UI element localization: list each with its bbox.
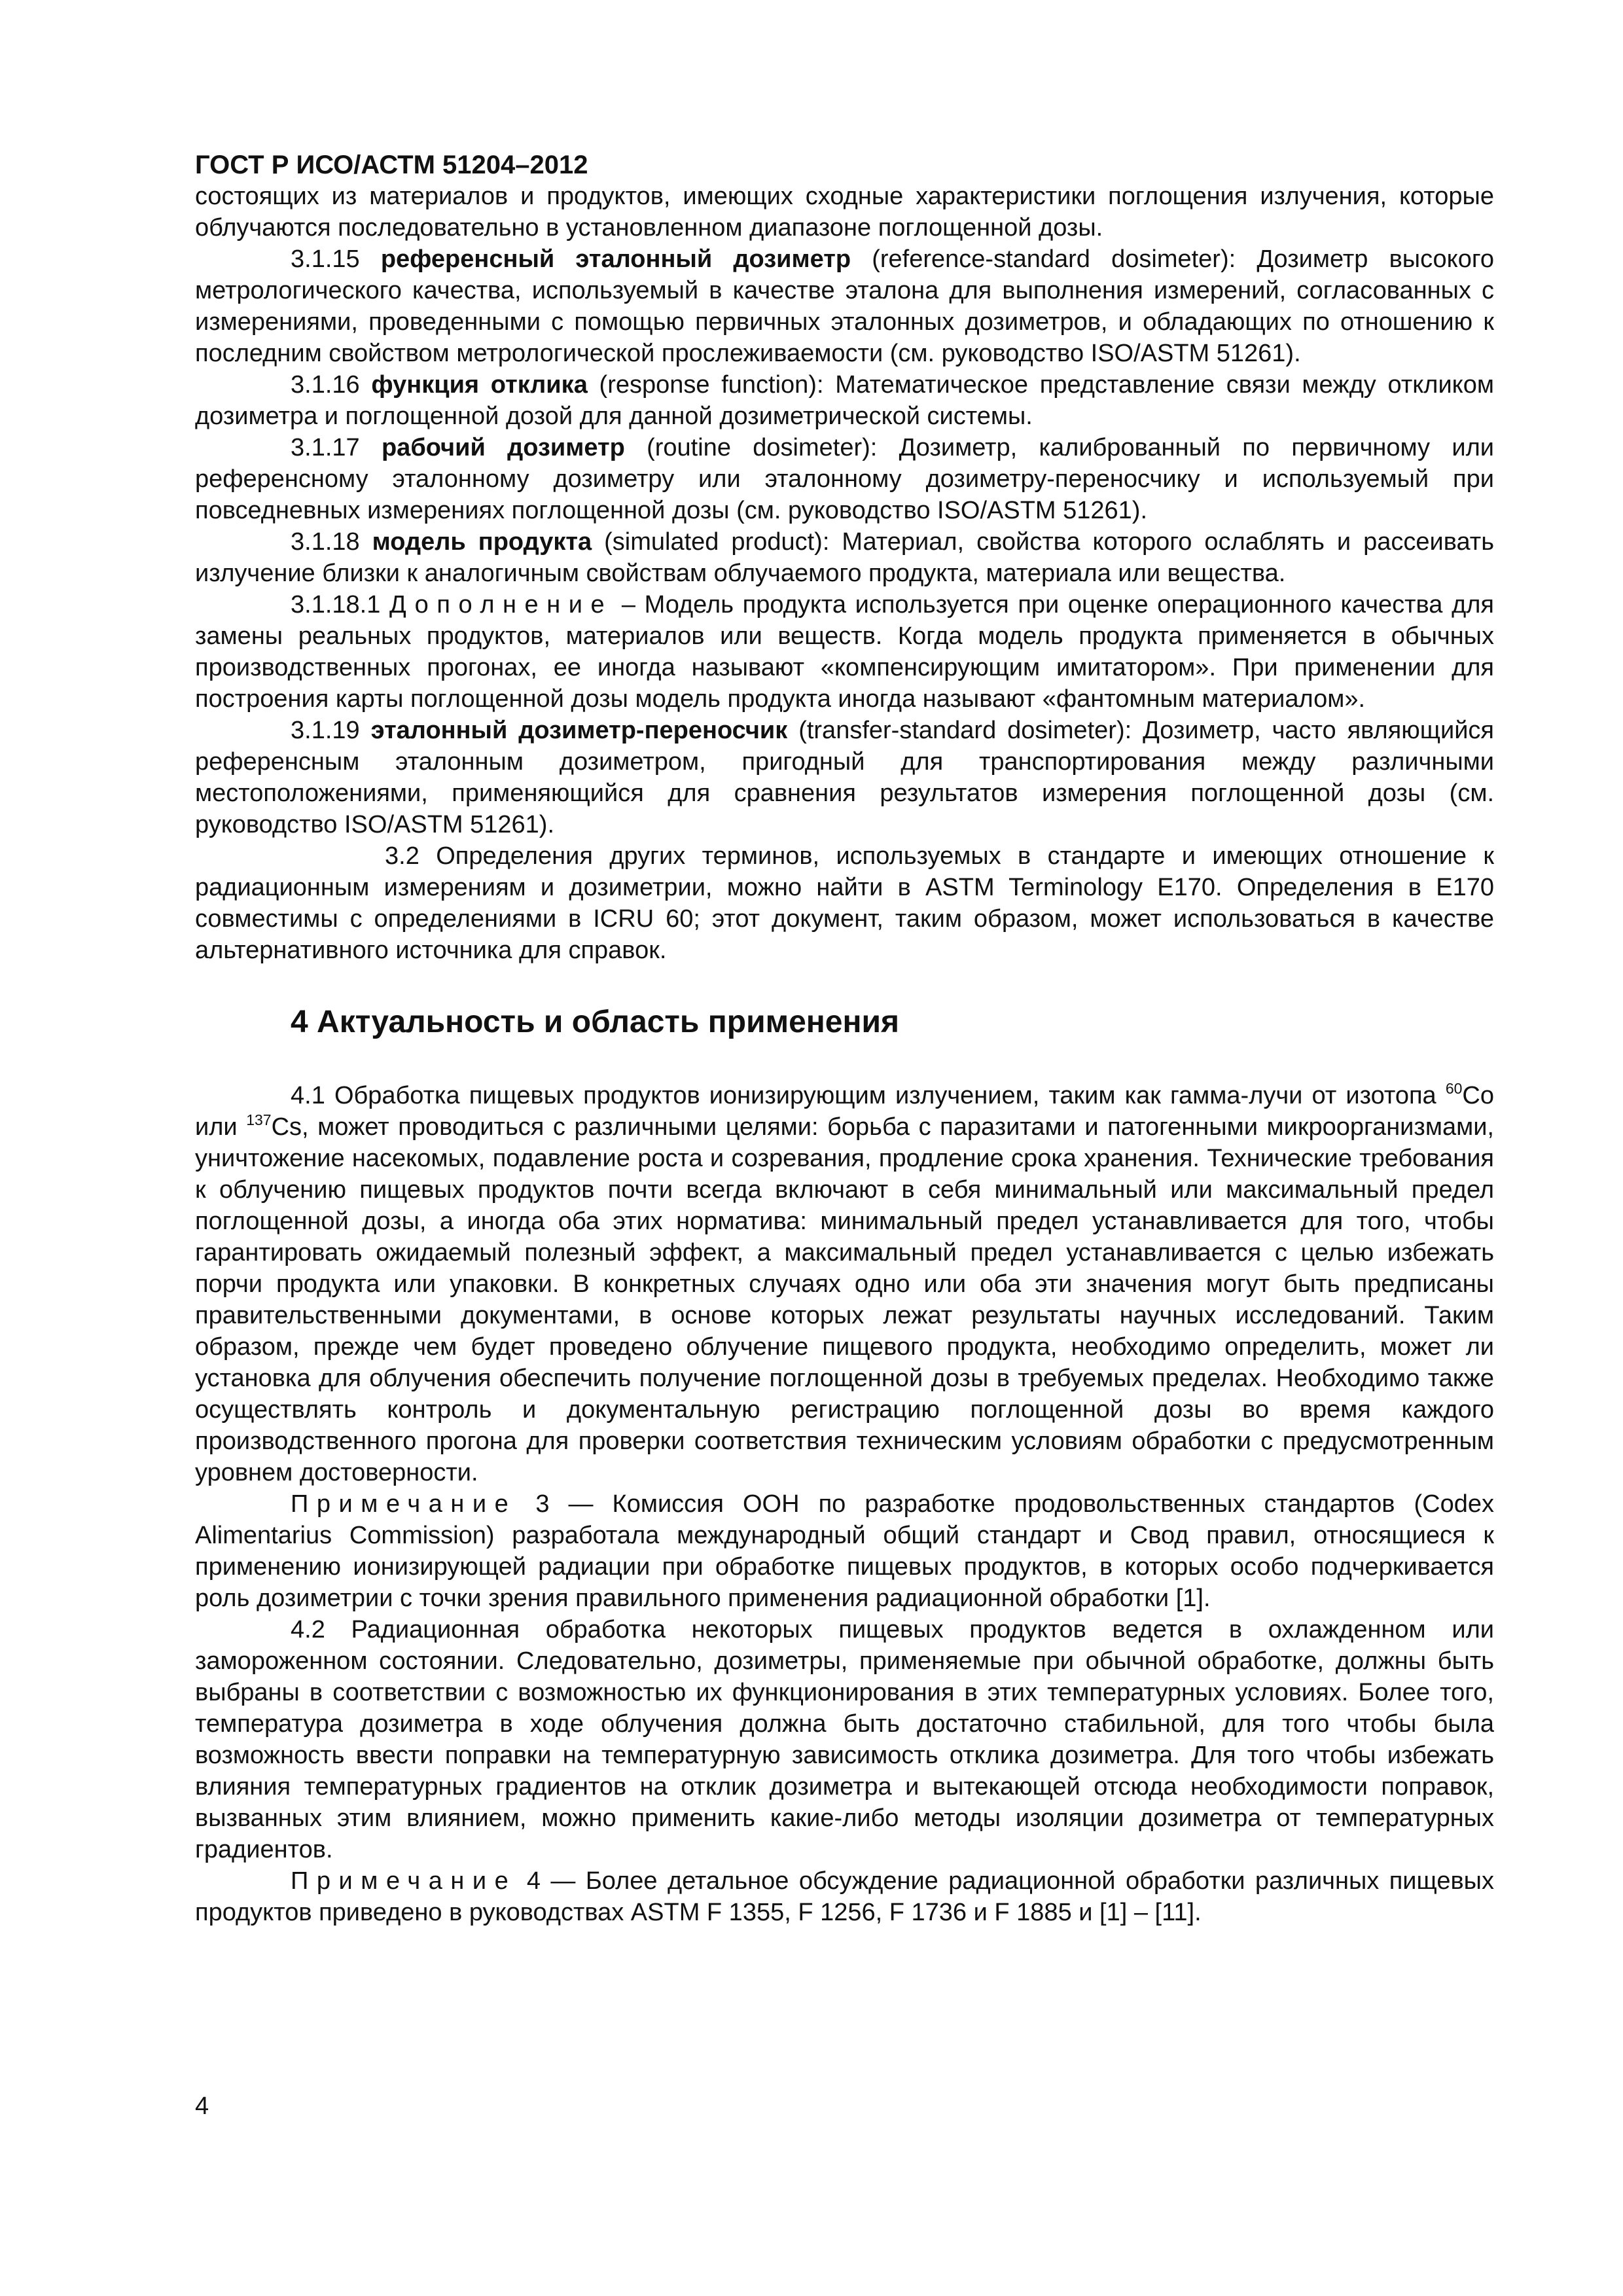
paragraph-text: Cs, может проводиться с различными целями: борьба с паразитами и патогенными микроорганизмами, уничтожение насекомых, подавление роста и созревания, продление срока хранения. Технические требования к облучению пищевых продуктов почти всегда включают в себя минимальный или максимальный предел поглощенной дозы, а иногда оба этих норматива: минимальный предел устанавливается для того, чтобы гарантировать ожидаемый полезный эффект, а максимальный предел устанавливается с целью избежать порчи продукта или упаковки. В конкретных случаях одно или оба эти значения могут быть предписаны правительственными документами, в основе которых лежат результаты научных исследований. Таким образом, прежде чем будет проведено облучение пищевого продукта, необходимо определить, может ли установка для облучения обеспечить получение поглощенной дозы в требуемых пределах. Необходимо также осуществлять контроль и документальную регистрацию поглощенной дозы во время каждого производственного прогона для проверки соответствия техническим условиям обработки с предусмотренным уровнем достоверности. [195, 1113, 1494, 1486]
supplement-label: Дополнение [389, 591, 613, 619]
note-3 [195, 1488, 1494, 1614]
note-text: 4 — Более детальное обсуждение радиационной обработки различных пищевых продуктов приведено в руководствах ASTM F 1355, F 1256, F 1736 и F 1885 и [1] – [11]. [195, 1867, 1494, 1926]
term-number: 3.1.18 [291, 528, 372, 556]
isotope-superscript: 60 [1445, 1080, 1463, 1097]
term-name: рабочий дозиметр [381, 434, 625, 461]
term-3-1-15 [195, 243, 1494, 369]
term-3-1-19 [195, 715, 1494, 840]
paragraph-4-2 [195, 1614, 1494, 1865]
term-definition: (response function): Математическое представление связи между откликом дозиметра и поглощенной дозой для данной дозиметрической системы. [195, 371, 1494, 430]
term-name: референсный эталонный дозиметр [380, 245, 851, 273]
paragraph-3-2 [195, 840, 1494, 966]
term-name: функция отклика [371, 371, 588, 399]
term-number: 3.1.16 [291, 371, 372, 399]
term-definition: (reference-standard dosimeter): Дозиметр высокого метрологического качества, используемый в качестве эталона для выполнения измерений, согласованных с измерениями, проведенными с помощью первичных эталонных дозиметров, и обладающих по отношению к последним свойством метрологической прослеживаемости (см. руководство ISO/ASTM 51261). [195, 245, 1494, 367]
supplement-text: – Модель продукта используется при оценке операционного качества для замены реальных продуктов, материалов или веществ. Когда модель продукта применяется в обычных производственных прогонах, ее иногда называют «компенсирующим имитатором». При применении для построения карты поглощенной дозы модель продукта иногда называют «фантомным материалом». [195, 591, 1494, 713]
term-number: 3.1.18.1 [291, 591, 389, 619]
paragraph-text: 4.1 Обработка пищевых продуктов ионизирующим излучением, таким как гамма-лучи от изотопа [291, 1082, 1446, 1109]
isotope-superscript: 137 [246, 1111, 272, 1128]
paragraph-text: Co или [195, 1082, 1494, 1141]
paragraph-text: 3.2 Определения других терминов, используемых в стандарте и имеющих отношение к радиационным измерениям и дозиметрии, можно найти в ASTM Terminology E170. Определения в E170 совместимы с определениями в ICRU 60; этот документ, таким образом, может использоваться в качестве альтернативного источника для справок. [195, 842, 1494, 964]
note-text: 3 — Комиссия ООН по разработке продовольственных стандартов (Codex Alimentarius Commission) разработала международный общий стандарт и Свод правил, относящиеся к применению ионизирующей радиации при обработке пищевых продуктов, в которых особо подчеркивается роль дозиметрии с точки зрения правильного применения радиационной обработки [1]. [195, 1490, 1494, 1612]
note-label: Примечание [291, 1490, 517, 1518]
paragraph-continuation [195, 181, 1494, 243]
page-number: 4 [195, 2092, 209, 2120]
note-4 [195, 1865, 1494, 1928]
term-3-1-16 [195, 369, 1494, 432]
term-definition: (simulated product): Материал, свойства которого ослаблять и рассеивать излучение близки к аналогичным свойствам облучаемого продукта, материала или вещества. [195, 528, 1495, 587]
term-definition: (transfer-standard dosimeter): Дозиметр, часто являющийся референсным эталонным дозиметром, пригодный для транспортирования между различными местоположениями, применяющийся для сравнения результатов измерения поглощенной дозы (см. руководство ISO/ASTM 51261). [195, 717, 1495, 838]
paragraph-text: состоящих из материалов и продуктов, имеющих сходные характеристики поглощения излучения, которые облучаются последовательно в установленном диапазоне поглощенной дозы. [195, 183, 1494, 242]
term-name: модель продукта [372, 528, 592, 556]
term-definition: (routine dosimeter): Дозиметр, калиброванный по первичному или референсному эталонному дозиметру или эталонному дозиметру-переносчику и используемый при повседневных измерениях поглощенной дозы (см. руководство ISO/ASTM 51261). [195, 434, 1494, 524]
term-3-1-18 [195, 526, 1494, 589]
term-3-1-17 [195, 432, 1494, 526]
term-number: 3.1.15 [291, 245, 381, 273]
document-page [195, 149, 1494, 1928]
section-heading: 4 Актуальность и область применения [291, 1005, 899, 1039]
paragraph-text: 4.2 Радиационная обработка некоторых пищевых продуктов ведется в охлажденном или замороженном состоянии. Следовательно, дозиметры, применяемые при обычной обработке, должны быть выбраны в соответствии с возможностью их функционирования в этих температурных условиях. Более того, температура дозиметра в ходе облучения должна быть достаточно стабильной, для того чтобы была возможность ввести поправки на температурную зависимость отклика дозиметра. Для того чтобы избежать влияния температурных градиентов на отклик дозиметра и вытекающей отсюда необходимости поправок, вызванных этим влиянием, можно применить какие-либо методы изоляции дозиметра от температурных градиентов. [195, 1616, 1494, 1863]
term-name: эталонный дозиметр-переносчик [370, 717, 788, 744]
note-label: Примечание [291, 1867, 517, 1895]
term-number: 3.1.19 [291, 717, 371, 744]
paragraph-4-1 [195, 1080, 1494, 1488]
document-header: ГОСТ Р ИСО/АСТМ 51204–2012 [195, 151, 588, 179]
term-number: 3.1.17 [291, 434, 382, 461]
term-3-1-18-1 [195, 589, 1494, 715]
